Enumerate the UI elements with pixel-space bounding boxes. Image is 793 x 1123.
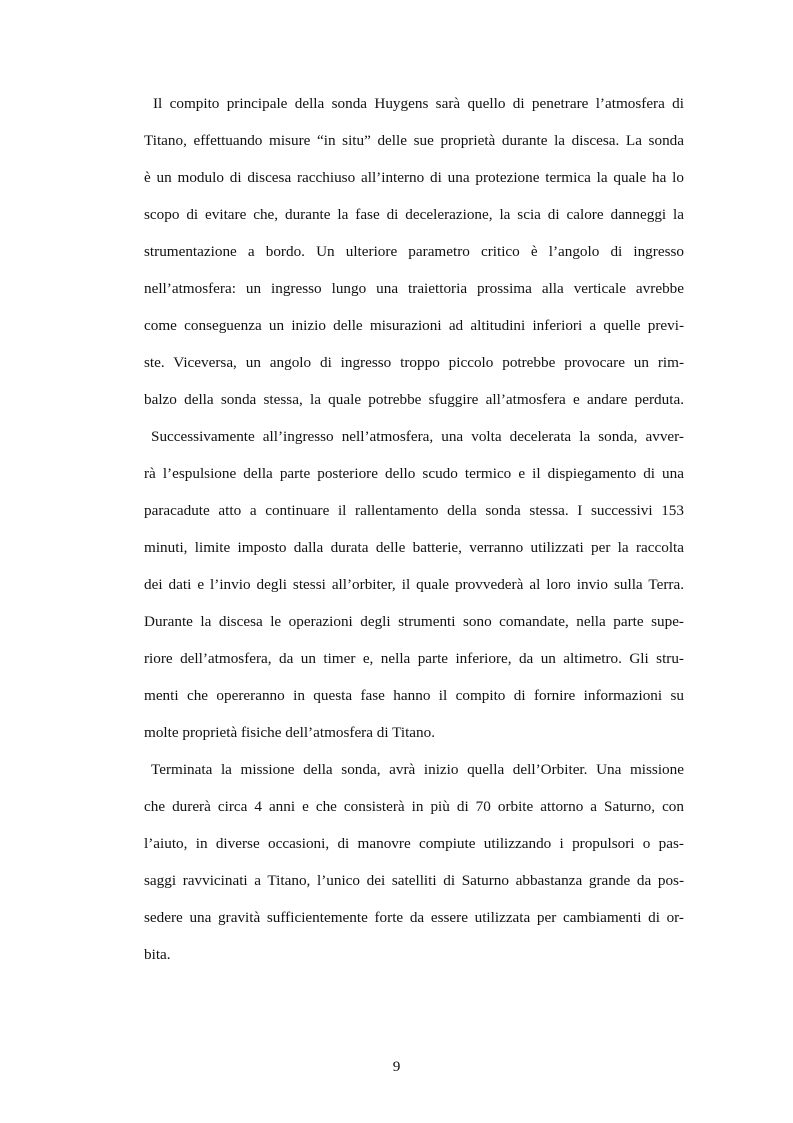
text-line: strumentazione a bordo. Un ulteriore parametro critico è l’angolo di ingresso xyxy=(144,243,684,260)
text-line: rà l’espulsione della parte posteriore dello scudo termico e il dispiegamento di una xyxy=(144,465,684,482)
text-line: è un modulo di discesa racchiuso all’interno di una protezione termica la quale ha lo xyxy=(144,169,684,186)
text-line: nell’atmosfera: un ingresso lungo una traiettoria prossima alla verticale avrebbe xyxy=(144,280,684,297)
text-line: bita. xyxy=(144,946,171,963)
text-line: Il compito principale della sonda Huygens sarà quello di penetrare l’atmosfera di xyxy=(153,95,684,112)
page-number: 9 xyxy=(392,1058,401,1075)
text-line: riore dell’atmosfera, da un timer e, nella parte inferiore, da un altimetro. Gli stru- xyxy=(144,650,684,667)
text-line: che durerà circa 4 anni e che consisterà in più di 70 orbite attorno a Saturno, con xyxy=(144,798,684,815)
text-line: scopo di evitare che, durante la fase di decelerazione, la scia di calore danneggi la xyxy=(144,206,684,223)
text-line: Titano, effettuando misure “in situ” delle sue proprietà durante la discesa. La sonda xyxy=(144,132,684,149)
text-line: menti che opereranno in questa fase hanno il compito di fornire informazioni su xyxy=(144,687,684,704)
text-line: Terminata la missione della sonda, avrà inizio quella dell’Orbiter. Una missione xyxy=(151,761,684,778)
text-line: Durante la discesa le operazioni degli strumenti sono comandate, nella parte supe- xyxy=(144,613,684,630)
text-line: minuti, limite imposto dalla durata delle batterie, verranno utilizzati per la raccolta xyxy=(144,539,684,556)
text-line: molte proprietà fisiche dell’atmosfera di Titano. xyxy=(144,724,436,741)
text-line: balzo della sonda stessa, la quale potrebbe sfuggire all’atmosfera e andare perduta. xyxy=(144,391,684,408)
text-line: ste. Viceversa, un angolo di ingresso troppo piccolo potrebbe provocare un rim- xyxy=(144,354,684,371)
text-line: come conseguenza un inizio delle misurazioni ad altitudini inferiori a quelle previ- xyxy=(144,317,684,334)
text-line: dei dati e l’invio degli stessi all’orbiter, il quale provvederà al loro invio sulla Terra. xyxy=(144,576,684,593)
text-line: Successivamente all’ingresso nell’atmosfera, una volta decelerata la sonda, avver- xyxy=(151,428,684,445)
text-line: paracadute atto a continuare il rallentamento della sonda stessa. I successivi 153 xyxy=(144,502,684,519)
text-line: saggi ravvicinati a Titano, l’unico dei satelliti di Saturno abbastanza grande da pos- xyxy=(144,872,684,889)
text-line: sedere una gravità sufficientemente forte da essere utilizzata per cambiamenti di or- xyxy=(144,909,684,926)
text-line: l’aiuto, in diverse occasioni, di manovre compiute utilizzando i propulsori o pas- xyxy=(144,835,684,852)
